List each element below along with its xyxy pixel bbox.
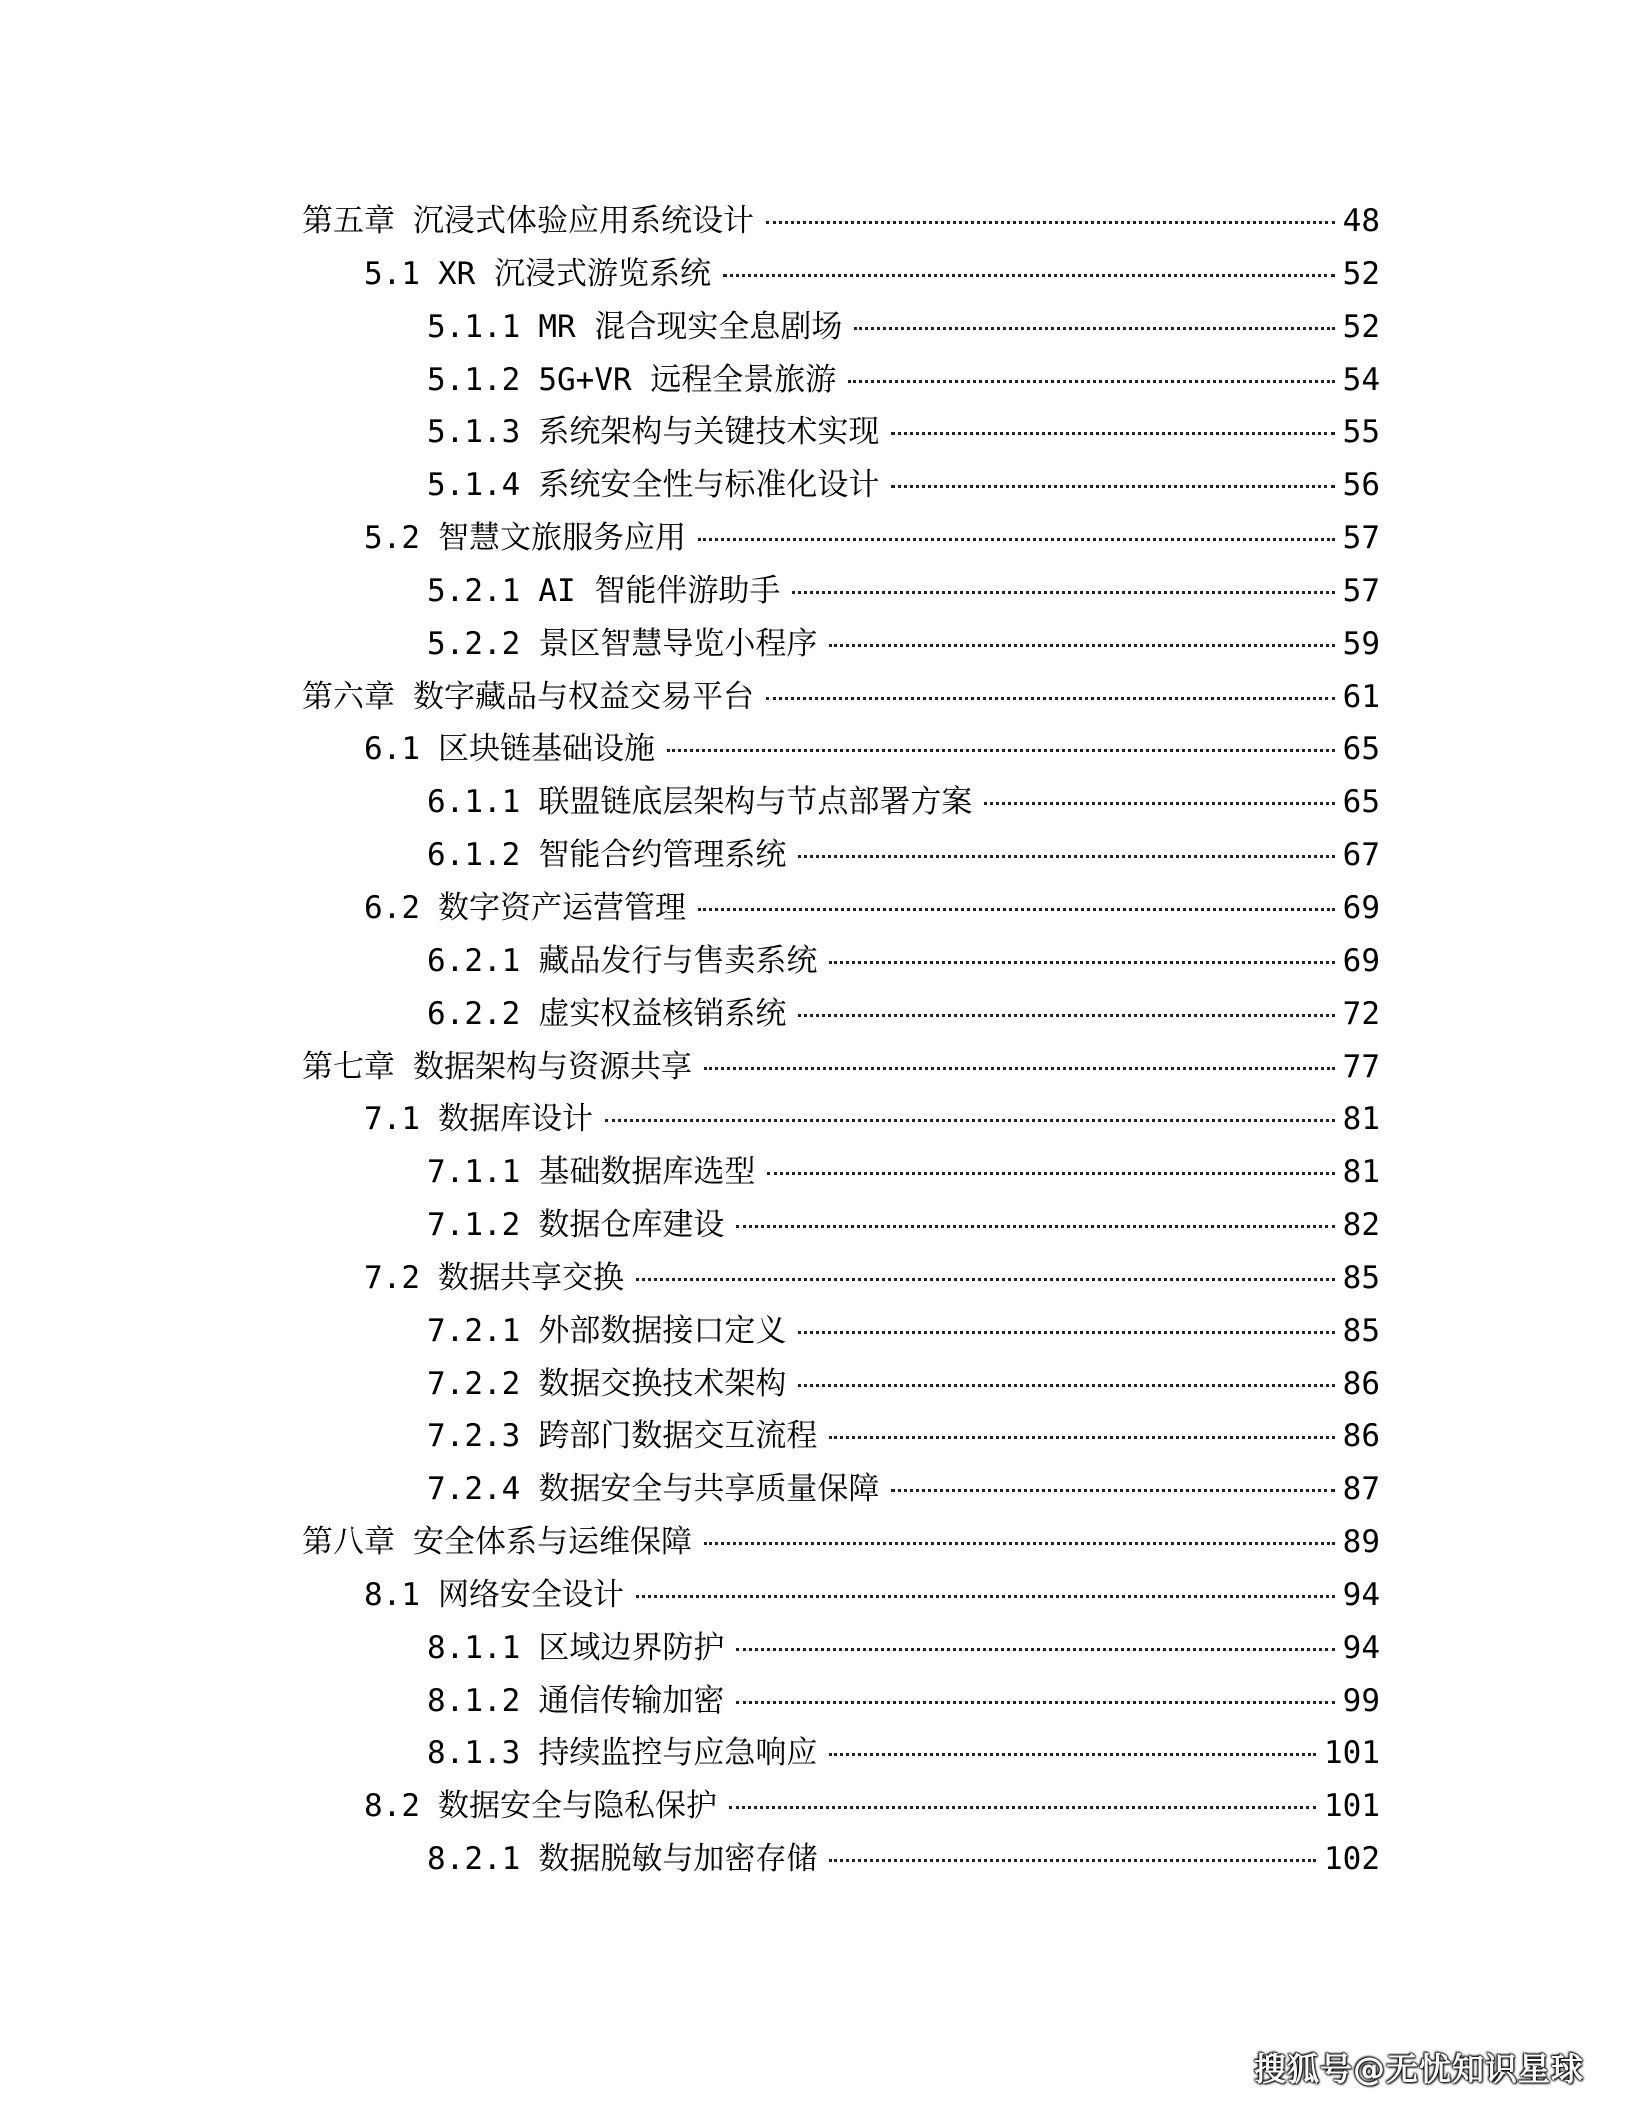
toc-entry-title: 安全体系与运维保障 [413,1524,692,1561]
toc-entry[interactable] [0,565,1632,618]
toc-dot-leader [698,538,1335,541]
toc-entry-title: 智慧文旅服务应用 [438,520,686,557]
toc-entry-title: 数据安全与隐私保护 [438,1788,717,1825]
toc-entry-title: 持续监控与应急响应 [538,1735,818,1772]
toc-entry-title: XR 沉浸式游览系统 [438,255,711,292]
toc-entry-page-number: 99 [1342,1682,1380,1719]
toc-entry-page-number: 81 [1342,1101,1380,1138]
toc-entry-page-number: 94 [1342,1629,1380,1666]
toc-entry-number: 第六章 [302,678,395,715]
toc-entry-page-number: 102 [1324,1841,1380,1878]
toc-entry[interactable] [0,723,1632,776]
toc-dot-leader [766,221,1335,224]
toc-dot-leader [798,855,1334,858]
toc-entry-title: 基础数据库选型 [538,1154,756,1191]
toc-entry[interactable] [0,1516,1632,1569]
toc-entry-page-number: 67 [1342,837,1380,874]
table-of-contents [0,195,1632,1886]
toc-dot-leader [891,432,1334,435]
toc-entry-title: 藏品发行与售卖系统 [538,942,818,979]
toc-entry-number: 8.2.1 [427,1841,521,1878]
toc-entry-number: 6.1.2 [427,837,521,874]
toc-entry-number: 7.2 [364,1259,420,1296]
toc-entry-page-number: 55 [1342,414,1380,451]
toc-entry[interactable] [0,195,1632,248]
toc-entry[interactable] [0,829,1632,882]
toc-entry[interactable] [0,1252,1632,1305]
toc-entry[interactable] [0,1305,1632,1358]
toc-entry-page-number: 89 [1342,1524,1380,1561]
toc-entry-page-number: 87 [1342,1471,1380,1508]
toc-dot-leader [984,802,1334,805]
toc-entry-title: 沉浸式体验应用系统设计 [413,203,754,239]
toc-dot-leader [767,1172,1334,1175]
toc-entry[interactable] [0,882,1632,935]
toc-entry-page-number: 57 [1342,572,1380,609]
toc-entry-page-number: 61 [1342,678,1380,715]
watermark-text: 搜狐号@无忧知识星球 [1253,2050,1584,2088]
toc-dot-leader [736,1648,1334,1651]
toc-entry[interactable] [0,776,1632,829]
toc-entry-number: 6.2 [364,889,420,926]
toc-entry-title: 外部数据接口定义 [538,1312,787,1349]
toc-dot-leader [723,274,1335,277]
toc-entry-page-number: 94 [1342,1576,1380,1613]
toc-entry-number: 7.2.3 [427,1418,521,1455]
toc-entry-title: 数据仓库建设 [538,1207,725,1244]
toc-entry-page-number: 86 [1342,1418,1380,1455]
toc-entry-page-number: 56 [1342,467,1380,504]
toc-entry-title: 系统架构与关键技术实现 [538,414,880,451]
toc-entry-page-number: 85 [1342,1312,1380,1349]
toc-dot-leader [891,485,1334,488]
toc-dot-leader [698,908,1335,911]
toc-entry-page-number: 72 [1342,995,1380,1032]
toc-entry[interactable] [0,248,1632,301]
toc-entry[interactable] [0,1146,1632,1199]
toc-entry-title: 数据安全与共享质量保障 [538,1471,880,1508]
toc-entry-page-number: 52 [1342,255,1380,292]
toc-dot-leader [798,1384,1334,1387]
toc-dot-leader [854,327,1334,330]
toc-dot-leader [848,380,1334,383]
toc-entry-number: 5.1.2 [427,361,521,398]
toc-entry[interactable] [0,1041,1632,1094]
toc-entry-page-number: 59 [1342,625,1380,662]
toc-entry-number: 8.2 [364,1788,420,1825]
toc-dot-leader [667,749,1335,752]
toc-entry[interactable] [0,512,1632,565]
toc-entry-page-number: 65 [1342,731,1380,768]
toc-entry-page-number: 101 [1324,1788,1380,1825]
toc-entry-number: 7.1.2 [427,1207,521,1244]
toc-entry-title: AI 智能伴游助手 [538,572,781,609]
toc-dot-leader [636,1278,1335,1281]
toc-entry-number: 8.1 [364,1576,420,1613]
toc-entry[interactable] [0,671,1632,724]
toc-entry-title: MR 混合现实全息剧场 [538,308,843,345]
toc-dot-leader [829,1859,1316,1862]
toc-entry-number: 5.1.3 [427,414,521,451]
toc-entry-title: 虚实权益核销系统 [538,995,787,1032]
toc-entry-number: 6.1.1 [427,784,521,821]
toc-entry-title: 数据脱敏与加密存储 [538,1841,818,1878]
toc-dot-leader [792,591,1334,594]
toc-entry[interactable] [0,1727,1632,1780]
toc-entry-number: 第七章 [302,1048,395,1085]
toc-entry[interactable] [0,1780,1632,1833]
toc-dot-leader [798,1014,1334,1017]
toc-entry-title: 数据交换技术架构 [538,1365,787,1402]
toc-entry[interactable] [0,988,1632,1041]
toc-dot-leader [829,1436,1334,1439]
toc-entry-page-number: 57 [1342,520,1380,557]
toc-entry-number: 8.1.1 [427,1629,521,1666]
toc-entry-number: 6.2.2 [427,995,521,1032]
toc-dot-leader [704,1067,1335,1070]
toc-entry[interactable] [0,406,1632,459]
toc-entry-title: 数据架构与资源共享 [413,1048,692,1085]
toc-entry-number: 7.2.2 [427,1365,521,1402]
toc-entry[interactable] [0,935,1632,988]
toc-dot-leader [736,1225,1334,1228]
toc-dot-leader [766,697,1335,700]
toc-dot-leader [736,1701,1334,1704]
toc-entry-number: 6.2.1 [427,942,521,979]
toc-entry-number: 第五章 [302,203,395,239]
toc-entry-page-number: 86 [1342,1365,1380,1402]
toc-entry-page-number: 82 [1342,1207,1380,1244]
toc-entry-page-number: 48 [1342,203,1380,239]
toc-entry[interactable] [0,1199,1632,1252]
toc-entry-title: 区域边界防护 [538,1629,725,1666]
toc-entry-page-number: 81 [1342,1154,1380,1191]
toc-entry-number: 第八章 [302,1524,395,1561]
toc-entry-number: 7.2.4 [427,1471,521,1508]
toc-entry[interactable] [0,301,1632,354]
toc-entry[interactable] [0,1675,1632,1728]
toc-entry-title: 数据库设计 [438,1101,593,1138]
toc-entry[interactable] [0,354,1632,407]
toc-entry-title: 跨部门数据交互流程 [538,1418,818,1455]
toc-entry-title: 网络安全设计 [438,1576,624,1613]
toc-entry-number: 7.2.1 [427,1312,521,1349]
toc-entry-title: 智能合约管理系统 [538,837,787,874]
toc-entry[interactable] [0,1358,1632,1411]
toc-dot-leader [704,1542,1335,1545]
toc-entry-number: 5.1.4 [427,467,521,504]
toc-entry-page-number: 54 [1342,361,1380,398]
toc-entry-number: 5.1.1 [427,308,521,345]
toc-entry-number: 6.1 [364,731,420,768]
toc-entry-title: 区块链基础设施 [438,731,655,768]
toc-entry-title: 5G+VR 远程全景旅游 [538,361,837,398]
toc-entry-page-number: 52 [1342,308,1380,345]
toc-entry-title: 数据共享交换 [438,1259,624,1296]
toc-entry-number: 8.1.3 [427,1735,521,1772]
toc-dot-leader [798,1331,1334,1334]
toc-dot-leader [829,644,1334,647]
toc-entry-number: 8.1.2 [427,1682,521,1719]
toc-entry-number: 7.1.1 [427,1154,521,1191]
toc-dot-leader [829,1753,1316,1756]
toc-entry[interactable] [0,1569,1632,1622]
toc-dot-leader [605,1119,1335,1122]
toc-entry-title: 数字藏品与权益交易平台 [413,678,754,715]
toc-entry-page-number: 85 [1342,1259,1380,1296]
toc-entry-page-number: 69 [1342,942,1380,979]
toc-entry-number: 5.2.1 [427,572,521,609]
toc-entry-title: 数字资产运营管理 [438,889,686,926]
toc-entry-number: 5.2.2 [427,625,521,662]
toc-dot-leader [729,1806,1316,1809]
toc-entry-page-number: 77 [1342,1048,1380,1085]
toc-entry-page-number: 65 [1342,784,1380,821]
toc-entry-title: 系统安全性与标准化设计 [538,467,880,504]
toc-entry[interactable] [0,1463,1632,1516]
toc-entry-number: 5.1 [364,255,420,292]
toc-entry[interactable] [0,1833,1632,1886]
toc-dot-leader [636,1595,1335,1598]
toc-entry-title: 景区智慧导览小程序 [538,625,818,662]
toc-dot-leader [891,1489,1334,1492]
toc-entry-number: 5.2 [364,520,420,557]
toc-entry-page-number: 69 [1342,889,1380,926]
toc-entry[interactable] [0,459,1632,512]
toc-dot-leader [829,961,1334,964]
toc-entry-title: 通信传输加密 [538,1682,725,1719]
toc-entry[interactable] [0,618,1632,671]
toc-entry-title: 联盟链底层架构与节点部署方案 [538,784,973,821]
toc-entry[interactable] [0,1410,1632,1463]
toc-entry-number: 7.1 [364,1101,420,1138]
toc-entry-page-number: 101 [1324,1735,1380,1772]
toc-entry[interactable] [0,1622,1632,1675]
toc-entry[interactable] [0,1093,1632,1146]
